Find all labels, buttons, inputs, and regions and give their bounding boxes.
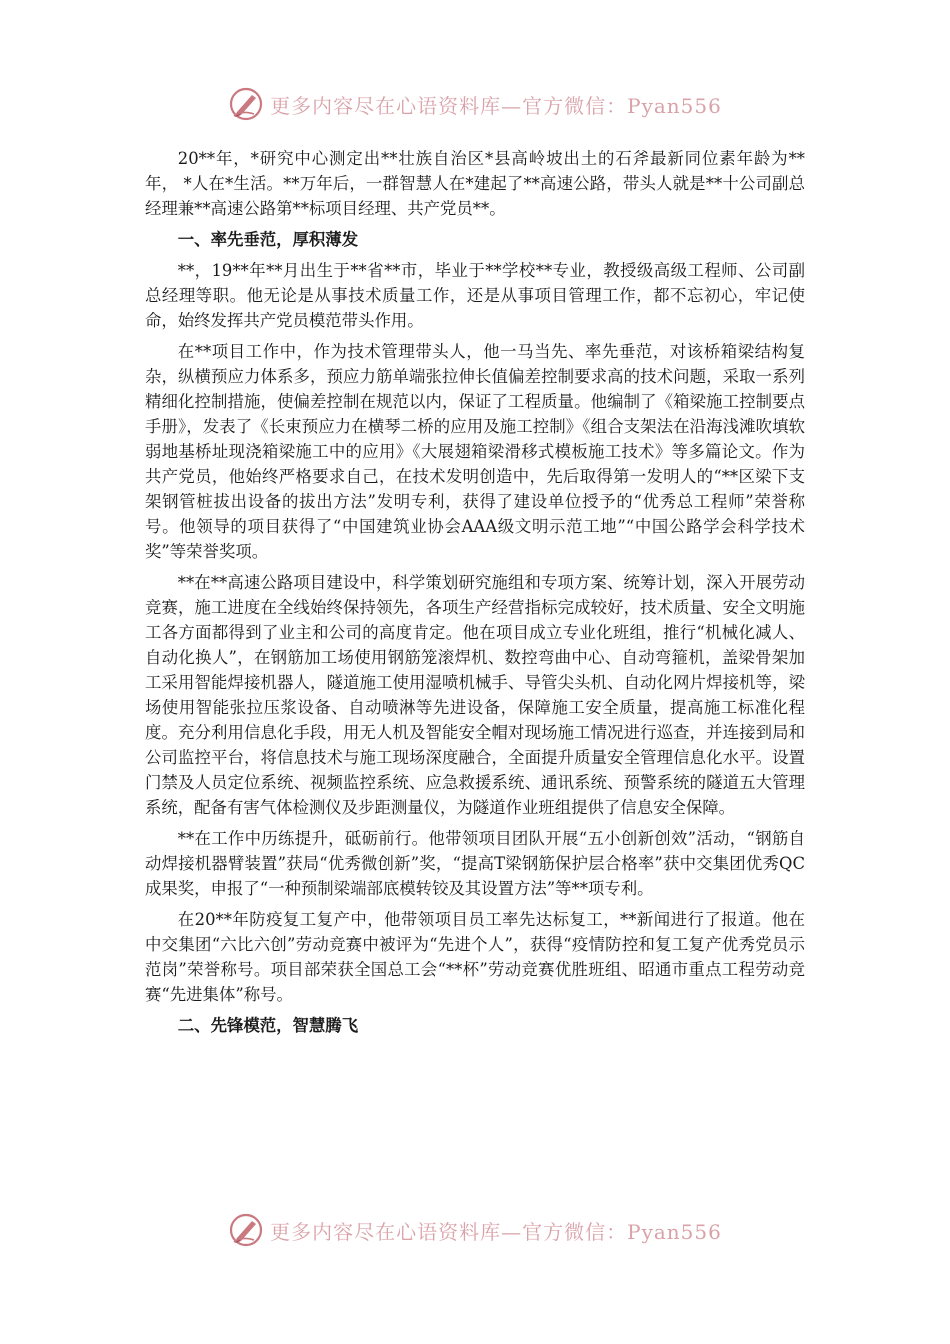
paragraph-project: **在**高速公路项目建设中，科学策划研究施组和专项方案、统筹计划，深入开展劳动竞赛，施工进度在全线始终保持领先，各项生产经营指标完成较好，技术质量、安全文明施工各方面都得到了业主和公司的高度肯定。他在项目成立专业化班组，推行“机械化减人、自动化换人”，在钢筋加工场使用钢筋笼滚焊机、数控弯曲中心、自动弯箍机，盖梁骨架加工采用智能焊接机器人，隧道施工使用湿喷机械手、导管尖头机、自动化网片焊接机等，梁场使用智能张拉压浆设备、自动喷淋等先进设备，保障施工安全质量，提高施工标准化程度。充分利用信息化手段，用无人机及智能安全帽对现场施工情况进行巡查，并连接到局和公司监控平台，将信息技术与施工现场深度融合，全面提升质量安全管理信息化水平。设置门禁及人员定位系统、视频监控系统、应急救援系统、通讯系统、预警系统的隧道五大管理系统，配备有害气体检测仪及步距测量仪，为隧道作业班组提供了信息安全保障。 (145, 573, 805, 817)
footer-watermark-banner (0, 1210, 950, 1250)
header-watermark-banner (0, 84, 950, 124)
section-heading-2: 二、先锋模范，智慧腾飞 (177, 1016, 359, 1035)
footer-banner-text: 更多内容尽在心语资料库—官方微信：Pyan556 (270, 1219, 722, 1244)
paragraph-technical: 在**项目工作中，作为技术管理带头人，他一马当先、率先垂范，对该桥箱梁结构复杂，纵横预应力体系多，预应力筋单端张拉伸长值偏差控制要求高的技术问题，采取一系列精细化控制措施，使偏差控制在规范以内，保证了工程质量。他编制了《箱梁施工控制要点手册》，发表了《长束预应力在横琴二桥的应用及施工控制》《组合支架法在沿海浅滩吹填软弱地基桥址现浇箱梁施工中的应用》《大展翅箱梁滑移式模板施工技术》等多篇论文。作为共产党员，他始终严格要求自己，在技术发明创造中，先后取得第一发明人的“**区梁下支架钢管桩拔出设备的拔出方法”发明专利，获得了建设单位授予的“优秀总工程师”荣誉称号。他领导的项目获得了“中国建筑业协会AAA级文明示范工地”“中国公路学会科学技术奖”等荣誉奖项。 (145, 342, 805, 561)
article-body (145, 146, 805, 1044)
pen-seal-icon (228, 1212, 264, 1248)
paragraph-epidemic: 在20**年防疫复工复产中，他带领项目员工率先达标复工，**新闻进行了报道。他在中交集团“六比六创”劳动竞赛中被评为“先进个人”，获得“疫情防控和复工复产优秀党员示范岗”荣誉称号。项目部荣获全国总工会“**杯”劳动竞赛优胜班组、昭通市重点工程劳动竞赛“先进集体”称号。 (145, 910, 805, 1004)
header-banner-text: 更多内容尽在心语资料库—官方微信：Pyan556 (270, 93, 722, 118)
section-heading-1: 一、率先垂范，厚积薄发 (177, 230, 359, 249)
pen-seal-icon (228, 86, 264, 122)
paragraph-innovation: **在工作中历练提升，砥砺前行。他带领项目团队开展“五小创新创效”活动，“钢筋自动焊接机器臂装置”获局“优秀微创新”奖，“提高T梁钢筋保护层合格率”获中交集团优秀QC成果奖，申报了“一种预制梁端部底模转铰及其设置方法”等**项专利。 (145, 829, 805, 898)
paragraph-profile: **，19**年**月出生于**省**市，毕业于**学校**专业，教授级高级工程师、公司副总经理等职。他无论是从事技术质量工作，还是从事项目管理工作，都不忘初心，牢记使命，始终发挥共产党员模范带头作用。 (145, 261, 805, 330)
paragraph-intro: 20**年，*研究中心测定出**壮族自治区*县高岭坡出土的石斧最新同位素年龄为**年， *人在*生活。**万年后，一群智慧人在*建起了**高速公路，带头人就是**十公司副总经理兼**高速公路第**标项目经理、共产党员**。 (145, 149, 805, 218)
